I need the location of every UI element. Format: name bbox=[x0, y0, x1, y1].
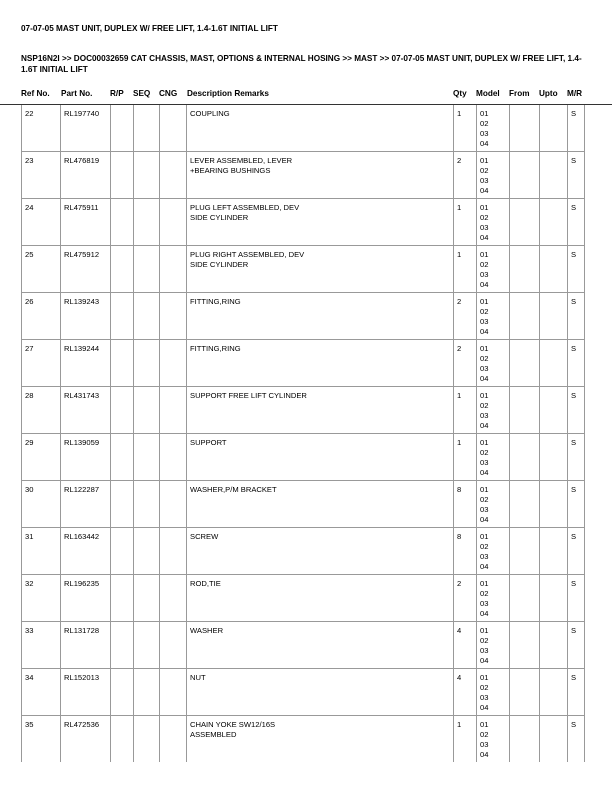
model-code: 01 bbox=[480, 532, 489, 541]
cng-cell bbox=[160, 387, 187, 434]
model-code: 01 bbox=[480, 344, 489, 353]
ref-no-cell: 32 bbox=[22, 575, 61, 622]
description-cell bbox=[187, 622, 454, 669]
model-cell bbox=[477, 669, 510, 716]
mr-cell: S bbox=[568, 669, 585, 716]
description-line: ROD,TIE bbox=[190, 579, 221, 588]
description-line: FITTING,RING bbox=[190, 344, 241, 353]
table-row bbox=[22, 199, 585, 246]
model-code: 03 bbox=[480, 129, 489, 138]
header-from: From bbox=[509, 89, 530, 98]
model-code: 01 bbox=[480, 485, 489, 494]
qty-cell: 1 bbox=[454, 199, 477, 246]
part-no-cell: RL472536 bbox=[61, 716, 111, 763]
from-cell bbox=[510, 387, 540, 434]
description-line: SCREW bbox=[190, 532, 219, 541]
mr-cell: S bbox=[568, 528, 585, 575]
cng-cell bbox=[160, 434, 187, 481]
table-row bbox=[22, 528, 585, 575]
ref-no-cell: 23 bbox=[22, 152, 61, 199]
upto-cell bbox=[540, 622, 568, 669]
part-no-cell: RL476819 bbox=[61, 152, 111, 199]
model-cell bbox=[477, 481, 510, 528]
breadcrumb: NSP16N2I >> DOC00032659 CAT CHASSIS, MAST, OPTIONS & INTERNAL HOSING >> MAST >> 07-07-05 MAST UNIT, DUPLEX W/ FREE LIFT, 1.4-1.6T INITIAL LIFT bbox=[21, 54, 582, 74]
part-no-cell: RL475911 bbox=[61, 199, 111, 246]
qty-cell: 8 bbox=[454, 528, 477, 575]
table-row bbox=[22, 716, 585, 763]
rp-cell bbox=[111, 434, 134, 481]
rp-cell bbox=[111, 575, 134, 622]
model-code: 02 bbox=[480, 636, 489, 645]
mr-cell: S bbox=[568, 716, 585, 763]
mr-cell: S bbox=[568, 481, 585, 528]
model-code: 04 bbox=[480, 374, 489, 383]
model-code: 02 bbox=[480, 166, 489, 175]
model-code: 04 bbox=[480, 139, 489, 148]
description-line: +BEARING BUSHINGS bbox=[190, 166, 271, 175]
ref-no-cell: 27 bbox=[22, 340, 61, 387]
model-code: 01 bbox=[480, 391, 489, 400]
description-line: COUPLING bbox=[190, 109, 230, 118]
model-code: 03 bbox=[480, 599, 489, 608]
from-cell bbox=[510, 528, 540, 575]
part-no-cell: RL475912 bbox=[61, 246, 111, 293]
part-no-cell: RL196235 bbox=[61, 575, 111, 622]
from-cell bbox=[510, 575, 540, 622]
model-code: 04 bbox=[480, 280, 489, 289]
description-cell bbox=[187, 434, 454, 481]
cng-cell bbox=[160, 528, 187, 575]
description-cell bbox=[187, 387, 454, 434]
model-code: 04 bbox=[480, 750, 489, 759]
model-code: 03 bbox=[480, 646, 489, 655]
header-ref: Ref No. bbox=[21, 89, 50, 98]
upto-cell bbox=[540, 669, 568, 716]
table-row bbox=[22, 293, 585, 340]
rp-cell bbox=[111, 716, 134, 763]
part-no-cell: RL139244 bbox=[61, 340, 111, 387]
table-row bbox=[22, 575, 585, 622]
description-line: LEVER ASSEMBLED, LEVER bbox=[190, 156, 293, 165]
model-code: 03 bbox=[480, 317, 489, 326]
page-title: 07-07-05 MAST UNIT, DUPLEX W/ FREE LIFT, 1.4-1.6T INITIAL LIFT bbox=[21, 24, 278, 33]
description-line: WASHER bbox=[190, 626, 224, 635]
table-row bbox=[22, 105, 585, 152]
upto-cell bbox=[540, 481, 568, 528]
description-line: NUT bbox=[190, 673, 206, 682]
header-seq: SEQ bbox=[133, 89, 151, 98]
header-upto: Upto bbox=[539, 89, 558, 98]
ref-no-cell: 28 bbox=[22, 387, 61, 434]
seq-cell bbox=[134, 246, 160, 293]
seq-cell bbox=[134, 293, 160, 340]
model-code: 02 bbox=[480, 542, 489, 551]
model-code: 04 bbox=[480, 562, 489, 571]
mr-cell: S bbox=[568, 246, 585, 293]
mr-cell: S bbox=[568, 622, 585, 669]
seq-cell bbox=[134, 575, 160, 622]
rp-cell bbox=[111, 293, 134, 340]
ref-no-cell: 26 bbox=[22, 293, 61, 340]
model-code: 03 bbox=[480, 740, 489, 749]
from-cell bbox=[510, 199, 540, 246]
model-code: 02 bbox=[480, 589, 489, 598]
rp-cell bbox=[111, 199, 134, 246]
model-code: 01 bbox=[480, 203, 489, 212]
model-cell bbox=[477, 105, 510, 152]
model-cell bbox=[477, 293, 510, 340]
model-code: 04 bbox=[480, 327, 489, 336]
model-code: 01 bbox=[480, 673, 489, 682]
qty-cell: 1 bbox=[454, 716, 477, 763]
model-code: 02 bbox=[480, 354, 489, 363]
qty-cell: 1 bbox=[454, 434, 477, 481]
qty-cell: 2 bbox=[454, 575, 477, 622]
rp-cell bbox=[111, 340, 134, 387]
cng-cell bbox=[160, 293, 187, 340]
model-code: 02 bbox=[480, 401, 489, 410]
cng-cell bbox=[160, 481, 187, 528]
model-cell bbox=[477, 622, 510, 669]
header-cng: CNG bbox=[159, 89, 178, 98]
seq-cell bbox=[134, 340, 160, 387]
seq-cell bbox=[134, 528, 160, 575]
model-cell bbox=[477, 199, 510, 246]
description-cell bbox=[187, 105, 454, 152]
upto-cell bbox=[540, 293, 568, 340]
description-cell bbox=[187, 528, 454, 575]
qty-cell: 1 bbox=[454, 387, 477, 434]
model-code: 03 bbox=[480, 270, 489, 279]
model-code: 02 bbox=[480, 730, 489, 739]
model-code: 02 bbox=[480, 448, 489, 457]
model-cell bbox=[477, 152, 510, 199]
table-row bbox=[22, 340, 585, 387]
rp-cell bbox=[111, 387, 134, 434]
part-no-cell: RL163442 bbox=[61, 528, 111, 575]
model-code: 04 bbox=[480, 468, 489, 477]
model-code: 04 bbox=[480, 656, 489, 665]
ref-no-cell: 25 bbox=[22, 246, 61, 293]
description-cell bbox=[187, 152, 454, 199]
table-row bbox=[22, 246, 585, 293]
model-code: 03 bbox=[480, 505, 489, 514]
from-cell bbox=[510, 246, 540, 293]
description-cell bbox=[187, 716, 454, 763]
seq-cell bbox=[134, 105, 160, 152]
model-code: 01 bbox=[480, 156, 489, 165]
cng-cell bbox=[160, 105, 187, 152]
ref-no-cell: 22 bbox=[22, 105, 61, 152]
seq-cell bbox=[134, 481, 160, 528]
description-line: FITTING,RING bbox=[190, 297, 241, 306]
model-code: 03 bbox=[480, 693, 489, 702]
cng-cell bbox=[160, 622, 187, 669]
model-code: 01 bbox=[480, 250, 489, 259]
upto-cell bbox=[540, 528, 568, 575]
cng-cell bbox=[160, 716, 187, 763]
ref-no-cell: 35 bbox=[22, 716, 61, 763]
upto-cell bbox=[540, 387, 568, 434]
rp-cell bbox=[111, 481, 134, 528]
mr-cell: S bbox=[568, 199, 585, 246]
mr-cell: S bbox=[568, 105, 585, 152]
from-cell bbox=[510, 669, 540, 716]
upto-cell bbox=[540, 716, 568, 763]
model-code: 04 bbox=[480, 703, 489, 712]
mr-cell: S bbox=[568, 293, 585, 340]
mr-cell: S bbox=[568, 340, 585, 387]
header-desc: Description Remarks bbox=[187, 89, 269, 98]
model-code: 03 bbox=[480, 411, 489, 420]
parts-table bbox=[21, 105, 585, 762]
table-row bbox=[22, 669, 585, 716]
description-line: ASSEMBLED bbox=[190, 730, 237, 739]
from-cell bbox=[510, 716, 540, 763]
model-code: 04 bbox=[480, 233, 489, 242]
header-part: Part No. bbox=[61, 89, 93, 98]
upto-cell bbox=[540, 246, 568, 293]
upto-cell bbox=[540, 105, 568, 152]
table-row bbox=[22, 387, 585, 434]
model-cell bbox=[477, 340, 510, 387]
model-code: 04 bbox=[480, 186, 489, 195]
ref-no-cell: 24 bbox=[22, 199, 61, 246]
model-code: 01 bbox=[480, 438, 489, 447]
model-code: 02 bbox=[480, 495, 489, 504]
seq-cell bbox=[134, 716, 160, 763]
seq-cell bbox=[134, 622, 160, 669]
header-model: Model bbox=[476, 89, 500, 98]
qty-cell: 8 bbox=[454, 481, 477, 528]
mr-cell: S bbox=[568, 434, 585, 481]
cng-cell bbox=[160, 669, 187, 716]
from-cell bbox=[510, 622, 540, 669]
qty-cell: 1 bbox=[454, 105, 477, 152]
model-code: 01 bbox=[480, 109, 489, 118]
upto-cell bbox=[540, 152, 568, 199]
header-rp: R/P bbox=[110, 89, 124, 98]
model-code: 03 bbox=[480, 176, 489, 185]
rp-cell bbox=[111, 246, 134, 293]
seq-cell bbox=[134, 669, 160, 716]
table-row bbox=[22, 434, 585, 481]
qty-cell: 4 bbox=[454, 669, 477, 716]
part-no-cell: RL122287 bbox=[61, 481, 111, 528]
model-code: 02 bbox=[480, 119, 489, 128]
model-code: 03 bbox=[480, 458, 489, 467]
header-mr: M/R bbox=[567, 89, 583, 98]
mr-cell: S bbox=[568, 152, 585, 199]
part-no-cell: RL431743 bbox=[61, 387, 111, 434]
description-cell bbox=[187, 481, 454, 528]
model-code: 02 bbox=[480, 213, 489, 222]
ref-no-cell: 34 bbox=[22, 669, 61, 716]
qty-cell: 4 bbox=[454, 622, 477, 669]
description-cell bbox=[187, 246, 454, 293]
mr-cell: S bbox=[568, 575, 585, 622]
upto-cell bbox=[540, 340, 568, 387]
qty-cell: 2 bbox=[454, 293, 477, 340]
model-cell bbox=[477, 387, 510, 434]
cng-cell bbox=[160, 575, 187, 622]
part-no-cell: RL131728 bbox=[61, 622, 111, 669]
description-line: PLUG RIGHT ASSEMBLED, DEV bbox=[190, 250, 305, 259]
mr-cell: S bbox=[568, 387, 585, 434]
part-no-cell: RL152013 bbox=[61, 669, 111, 716]
rp-cell bbox=[111, 105, 134, 152]
from-cell bbox=[510, 105, 540, 152]
description-cell bbox=[187, 669, 454, 716]
description-line: SUPPORT FREE LIFT CYLINDER bbox=[190, 391, 307, 400]
qty-cell: 1 bbox=[454, 246, 477, 293]
cng-cell bbox=[160, 246, 187, 293]
model-cell bbox=[477, 528, 510, 575]
part-no-cell: RL139243 bbox=[61, 293, 111, 340]
part-no-cell: RL197740 bbox=[61, 105, 111, 152]
upto-cell bbox=[540, 199, 568, 246]
description-cell bbox=[187, 199, 454, 246]
model-code: 03 bbox=[480, 552, 489, 561]
model-cell bbox=[477, 716, 510, 763]
seq-cell bbox=[134, 387, 160, 434]
model-cell bbox=[477, 246, 510, 293]
from-cell bbox=[510, 340, 540, 387]
upto-cell bbox=[540, 575, 568, 622]
description-cell bbox=[187, 575, 454, 622]
model-cell bbox=[477, 434, 510, 481]
model-code: 02 bbox=[480, 260, 489, 269]
cng-cell bbox=[160, 199, 187, 246]
table-row bbox=[22, 622, 585, 669]
upto-cell bbox=[540, 434, 568, 481]
seq-cell bbox=[134, 434, 160, 481]
table-row bbox=[22, 152, 585, 199]
model-code: 02 bbox=[480, 307, 489, 316]
from-cell bbox=[510, 152, 540, 199]
ref-no-cell: 29 bbox=[22, 434, 61, 481]
description-cell bbox=[187, 340, 454, 387]
description-line: PLUG LEFT ASSEMBLED, DEV bbox=[190, 203, 300, 212]
description-line: SIDE CYLINDER bbox=[190, 213, 249, 222]
qty-cell: 2 bbox=[454, 340, 477, 387]
cng-cell bbox=[160, 152, 187, 199]
ref-no-cell: 31 bbox=[22, 528, 61, 575]
model-code: 01 bbox=[480, 626, 489, 635]
rp-cell bbox=[111, 622, 134, 669]
model-code: 03 bbox=[480, 223, 489, 232]
from-cell bbox=[510, 481, 540, 528]
model-code: 01 bbox=[480, 297, 489, 306]
model-code: 01 bbox=[480, 720, 489, 729]
part-no-cell: RL139059 bbox=[61, 434, 111, 481]
description-line: SUPPORT bbox=[190, 438, 227, 447]
qty-cell: 2 bbox=[454, 152, 477, 199]
description-line: WASHER,P/M BRACKET bbox=[190, 485, 277, 494]
rp-cell bbox=[111, 528, 134, 575]
description-line: SIDE CYLINDER bbox=[190, 260, 249, 269]
header-qty: Qty bbox=[453, 89, 467, 98]
model-code: 04 bbox=[480, 515, 489, 524]
description-cell bbox=[187, 293, 454, 340]
model-cell bbox=[477, 575, 510, 622]
ref-no-cell: 30 bbox=[22, 481, 61, 528]
from-cell bbox=[510, 434, 540, 481]
model-code: 01 bbox=[480, 579, 489, 588]
table-row bbox=[22, 481, 585, 528]
model-code: 02 bbox=[480, 683, 489, 692]
model-code: 03 bbox=[480, 364, 489, 373]
seq-cell bbox=[134, 152, 160, 199]
model-code: 04 bbox=[480, 609, 489, 618]
from-cell bbox=[510, 293, 540, 340]
seq-cell bbox=[134, 199, 160, 246]
ref-no-cell: 33 bbox=[22, 622, 61, 669]
rp-cell bbox=[111, 152, 134, 199]
cng-cell bbox=[160, 340, 187, 387]
model-code: 04 bbox=[480, 421, 489, 430]
description-line: CHAIN YOKE SW12/16S bbox=[190, 720, 276, 729]
rp-cell bbox=[111, 669, 134, 716]
